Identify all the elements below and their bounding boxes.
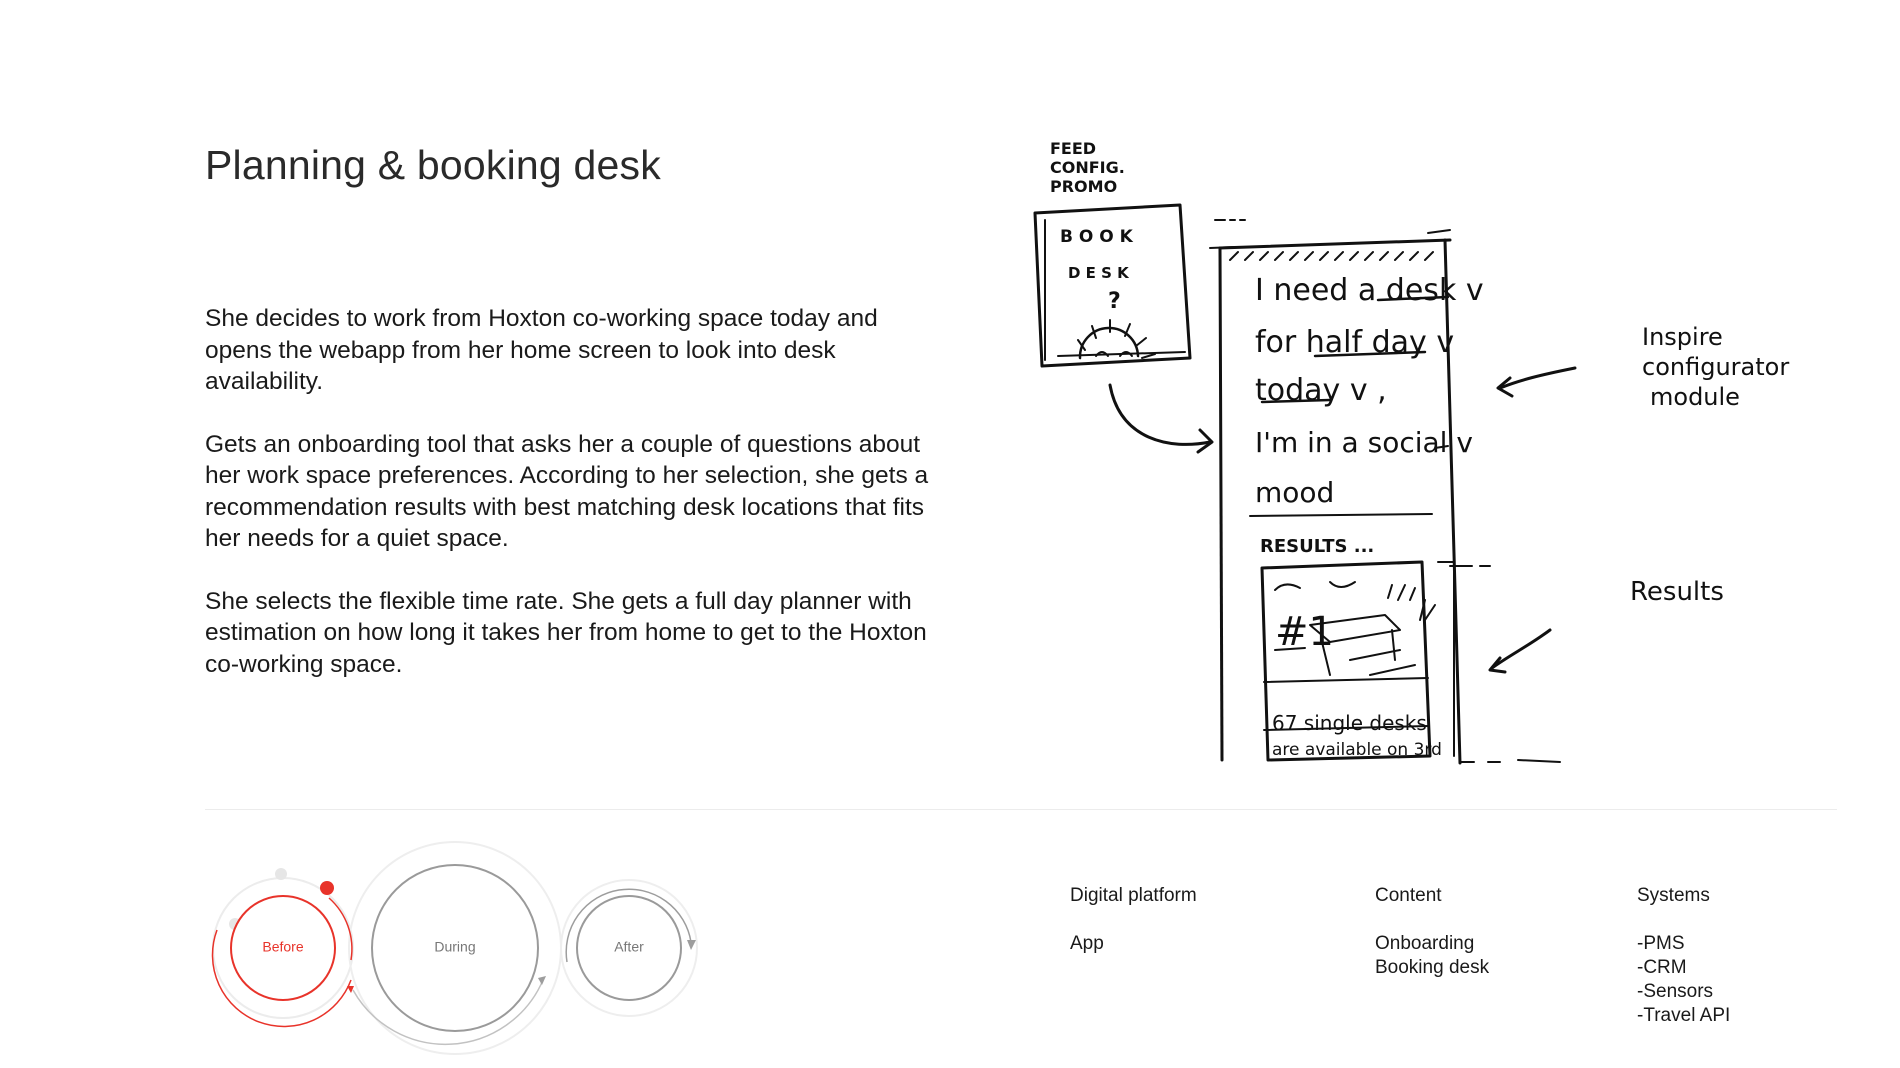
column-heading: Systems <box>1637 885 1710 906</box>
svg-text:module: module <box>1650 383 1740 411</box>
section-divider <box>205 809 1837 810</box>
stage-after-label: After <box>614 938 644 955</box>
column-item: Onboarding <box>1375 933 1475 954</box>
stage-after[interactable] <box>577 896 681 1000</box>
sketch-annotation-configurator <box>1642 323 1789 411</box>
column-item: -CRM <box>1637 957 1687 978</box>
sketch-annotation-results: Results <box>1630 577 1724 607</box>
column-digital-platform <box>1070 884 1197 956</box>
story-text <box>205 303 945 711</box>
sketch-card-caption <box>1272 711 1442 760</box>
svg-text:B O O K: B O O K <box>1060 227 1133 247</box>
svg-text:today v ,: today v , <box>1255 373 1387 408</box>
svg-text:for half day v: for half day v <box>1255 325 1455 360</box>
svg-text:PROMO: PROMO <box>1050 177 1118 196</box>
story-paragraph: Gets an onboarding tool that asks her a couple of questions about her work space preferences. According to her selection, she gets a recommendation results with best matching desk locations that fits her needs for a quiet space. <box>205 430 929 552</box>
sketch-corner-note <box>1050 139 1125 196</box>
column-systems <box>1637 884 1730 1028</box>
column-content <box>1375 884 1489 980</box>
svg-text:mood: mood <box>1255 476 1335 509</box>
column-item: -PMS <box>1637 933 1685 954</box>
svg-text:are available on 3rd: are available on 3rd <box>1272 740 1442 760</box>
progress-marker <box>320 881 334 895</box>
stage-during-label: During <box>434 938 476 955</box>
svg-text:CONFIG.: CONFIG. <box>1050 158 1125 177</box>
sketch-results-header: RESULTS ... <box>1260 536 1375 557</box>
wireframe-sketch <box>1030 130 1850 810</box>
sketch-book-desk-text <box>1060 227 1134 314</box>
stage-before[interactable] <box>231 896 335 1000</box>
journey-stage-diagram <box>205 830 725 1065</box>
story-paragraph: She decides to work from Hoxton co-working space today and opens the webapp from her home screen to look into desk availability. <box>205 305 878 395</box>
svg-text:I'm in a social v: I'm in a social v <box>1255 426 1473 459</box>
stage-before-label: Before <box>262 938 304 955</box>
column-item: App <box>1070 933 1104 954</box>
stage-during[interactable] <box>372 865 538 1031</box>
svg-text:FEED: FEED <box>1050 139 1097 158</box>
column-heading: Content <box>1375 885 1442 906</box>
svg-text:D E S K: D E S K <box>1068 264 1129 282</box>
column-heading: Digital platform <box>1070 885 1197 906</box>
svg-text:67 single desks: 67 single desks <box>1272 711 1427 735</box>
page-title: Planning & booking desk <box>205 142 661 188</box>
svg-text:Inspire: Inspire <box>1642 323 1723 351</box>
column-item: -Sensors <box>1637 981 1714 1002</box>
svg-text:I need a desk v: I need a desk v <box>1255 273 1484 308</box>
story-paragraph: She selects the flexible time rate. She gets a full day planner with estimation on how long it takes her from home to get to the Hoxton co-working space. <box>205 587 927 678</box>
column-item: Booking desk <box>1375 957 1490 978</box>
svg-text:configurator: configurator <box>1642 353 1790 381</box>
sketch-card-number: #1 <box>1275 609 1334 655</box>
svg-text:?: ? <box>1108 289 1121 314</box>
column-item: -Travel API <box>1637 1005 1731 1026</box>
phone-left-edge <box>1220 248 1222 760</box>
